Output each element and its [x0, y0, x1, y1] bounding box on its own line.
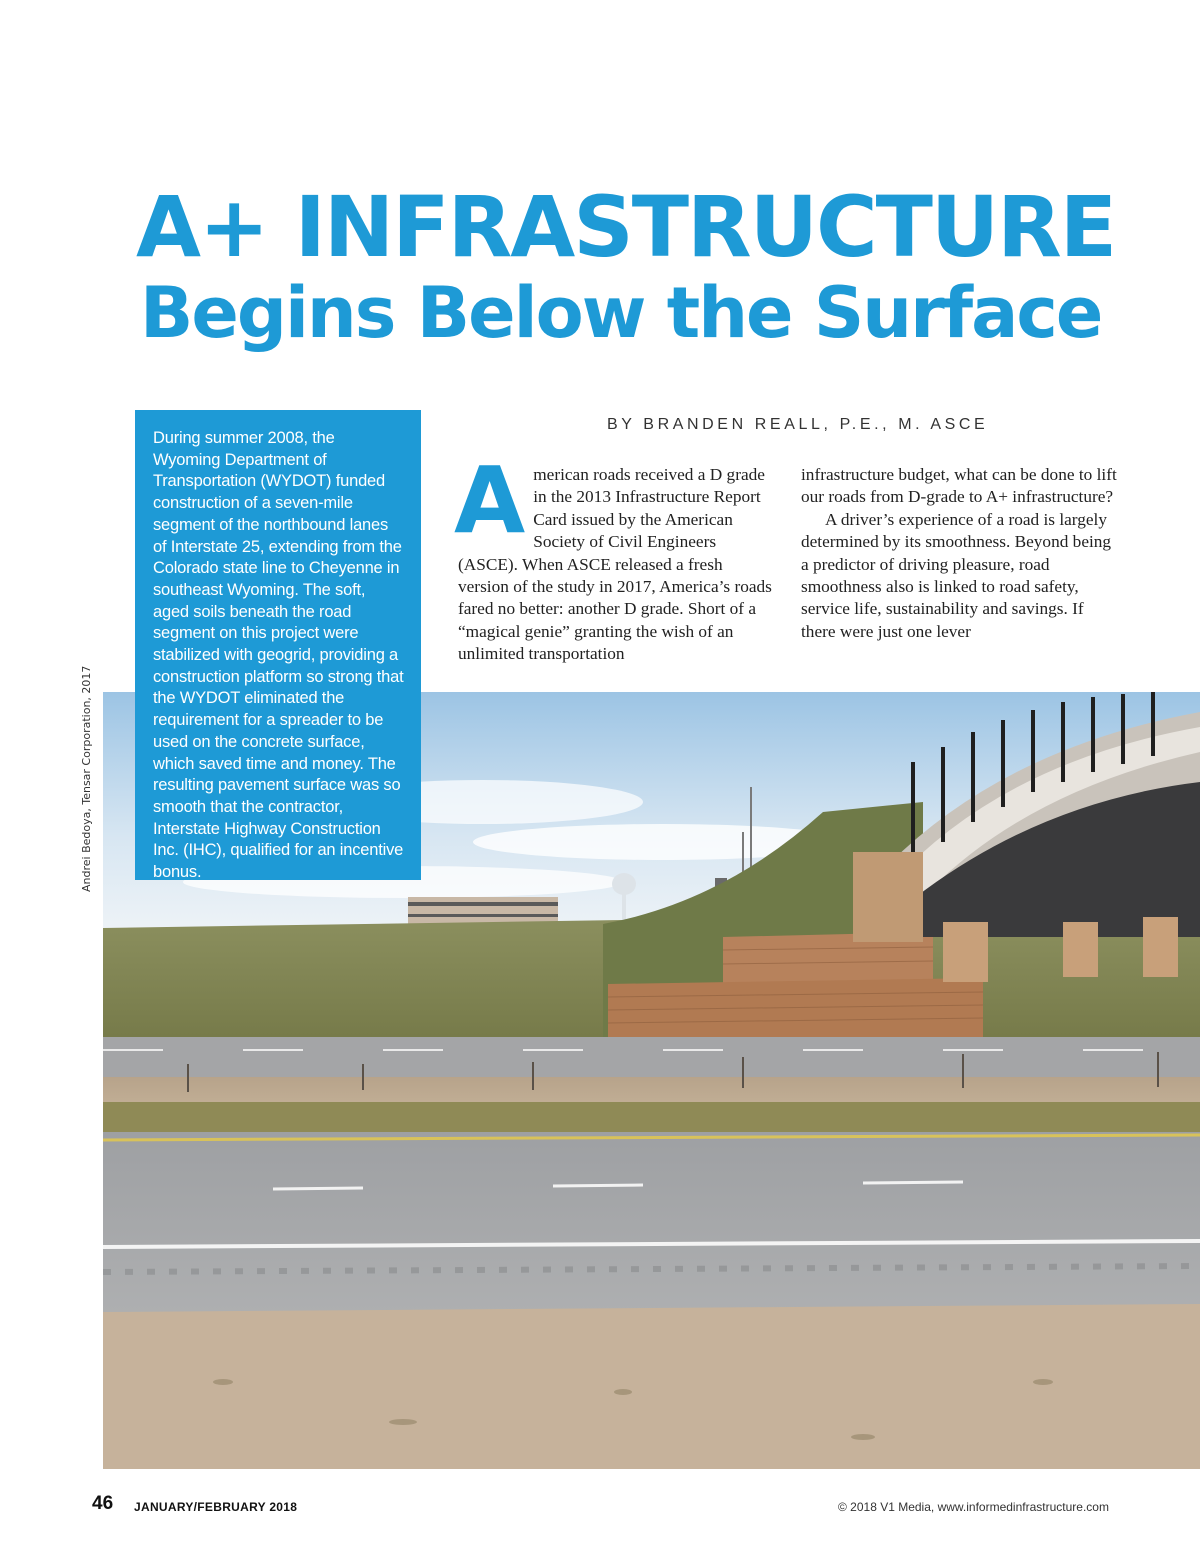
- sidebar-text: During summer 2008, the Wyoming Department of Transportation (WYDOT) funded construction of a seven-mile segment of the northbound lanes of Interstate 25, extending from the Colorado state line to Cheyenne in southeast Wyoming. The soft, aged soils beneath the road segment on this project were stabilized with geogrid, providing a construction platform so strong that the WYDOT eliminated the requirement for a spreader to be used on the concrete surface, which saved time and money. The resulting pavement surface was so smooth that the contractor, Interstate Highway Construction Inc. (IHC), qualified for an incentive bonus.: [153, 429, 404, 882]
- headline-line-2: Begins Below the Surface: [140, 272, 1102, 354]
- article-paragraph: merican roads received a D grade in the 2013 Infrastructure Report Card issued by the American Society of Civil Engineers (ASCE). When ASCE released a fresh version of the study in 2017, America’s roads fared no better: another D grade. Short of a “magical genie” granting the wish of an unlimited transportation: [458, 465, 772, 664]
- article-column-2: [801, 464, 1119, 643]
- headline-line-1: A+ INFRASTRUCTURE: [136, 178, 1116, 276]
- byline: BY BRANDEN REALL, P.E., M. ASCE: [607, 416, 989, 433]
- article-paragraph: A driver’s experience of a road is largely determined by its smoothness. Beyond being a predictor of driving pleasure, road smoothness also is linked to road safety, service life, sustainability and savings. If there were just one lever: [801, 509, 1112, 641]
- drop-cap: A: [454, 447, 526, 554]
- article-column-1: [454, 447, 776, 666]
- sidebar-callout: [135, 410, 421, 880]
- copyright: © 2018 V1 Media, www.informedinfrastructure.com: [838, 1500, 1109, 1514]
- issue-date: JANUARY/FEBRUARY 2018: [134, 1500, 298, 1514]
- page-number: 46: [92, 1493, 114, 1514]
- photo-credit: Andrei Bedoya, Tensar Corporation, 2017: [80, 665, 93, 892]
- article-paragraph: infrastructure budget, what can be done to lift our roads from D-grade to A+ infrastructure?: [801, 465, 1117, 507]
